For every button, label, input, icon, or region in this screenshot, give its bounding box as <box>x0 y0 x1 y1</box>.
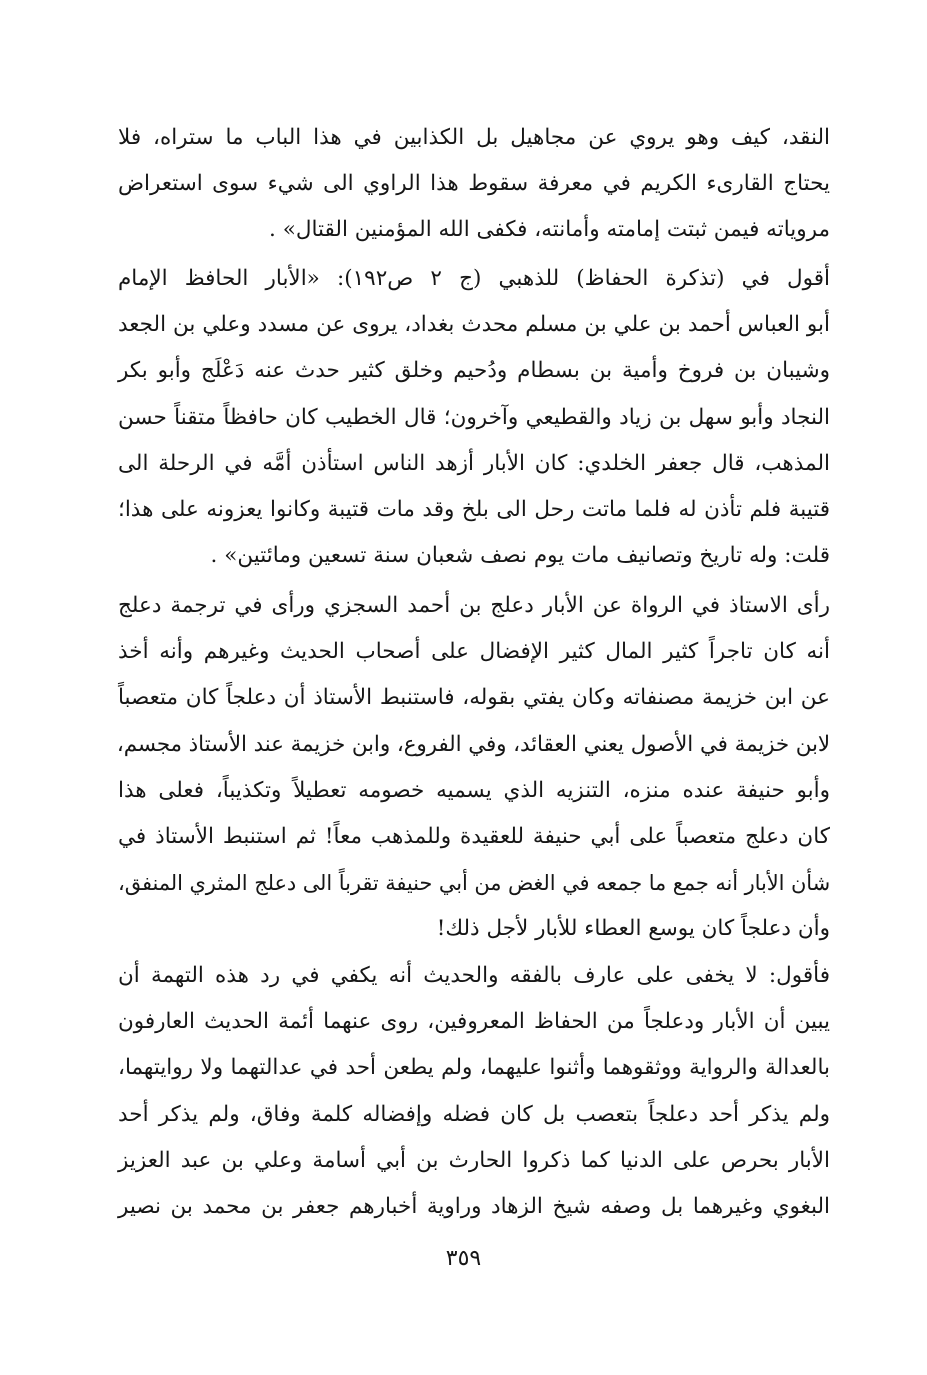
text-line: أنه كان تاجراً كثير المال كثير الإفضال على أصحاب الحديث وغيرهم وأنه أخذ <box>118 639 830 665</box>
text-line: لابن خزيمة في الأصول يعني العقائد، وفي الفروع، وابن خزيمة عند الأستاذ مجسم، <box>116 731 830 757</box>
text-line: النجاد وأبو سهل بن زياد والقطيعي وآخرون؛ قال الخطيب كان حافظاً متقناً حسن <box>118 404 830 430</box>
text-line: مروياته فيمن ثبتت إمامته وأمانته، فكفى الله المؤمنين القتال» . <box>269 217 830 243</box>
text-line: النقد، كيف وهو يروي عن مجاهيل بل الكذابين في هذا الباب ما ستراه، فلا <box>118 125 830 150</box>
text-line: أقول في (تذكرة الحفاظ) للذهبي (ج ٢ ص١٩٢): «الأبار الحافظ الإمام <box>118 266 830 291</box>
text-line: قلت: وله تاريخ وتصانيف مات يوم نصف شعبان سنة تسعين ومائتين» . <box>210 543 830 569</box>
text-line: البغوي وغيرهما بل وصفه شيخ الزهاد وراوية أخبارهم جعفر بن محمد بن نصير <box>118 1193 830 1219</box>
page-number: ٣٥٩ <box>445 1246 482 1271</box>
text-line: ولم يذكر أحد دعلجاً بتعصب بل كان فضله وإفضاله كلمة وفاق، ولم يذكر أحد <box>118 1101 830 1127</box>
text-line: قتيبة فلم تأذن له فلما ماتت رحل الى بلخ وقد مات قتيبة وكانوا يعزونه على هذا؛ <box>118 496 830 522</box>
text-line: الأبار بحرص على الدنيا كما ذكروا الحارث بن أبي أسامة وعلي بن عبد العزيز <box>118 1147 830 1173</box>
text-line: كان دعلج متعصباً على أبي حنيفة للعقيدة وللمذهب معاً! ثم استنبط الأستاذ في <box>118 823 830 849</box>
paragraph-1 <box>118 115 830 254</box>
text-line: وأن دعلجاً كان يوسع العطاء للأبار لأجل ذلك! <box>436 916 830 942</box>
text-line: بالعدالة والرواية ووثقوهما وأثنوا عليهما، ولم يطعن أحد في عدالتهما ولا روايتهما، <box>118 1055 830 1081</box>
text-line: شأن الأبار أنه جمع ما جمعه في الغض من أبي حنيفة تقرباً الى دعلج المثري المنفق، <box>118 871 830 896</box>
paragraph-4 <box>118 953 830 1230</box>
text-line: يبين أن الأبار ودعلجاً من الحفاظ المعروفين، روى عنهما أئمة الحديث العارفون <box>118 1009 830 1035</box>
text-line: أبو العباس أحمد بن علي بن مسلم محدث بغداد، يروى عن مسدد وعلي بن الجعد <box>118 312 830 338</box>
paragraph-3 <box>118 583 830 953</box>
text-line: وأبو حنيفة عنده منزه، التنزيه الذي يسميه خصومه تعطيلاً وتكذيباً، فعلى هذا <box>118 777 830 803</box>
text-line: رأى الاستاذ في الرواة عن الأبار دعلج بن أحمد السجزي ورأى في ترجمة دعلج <box>118 593 830 618</box>
text-line: فأقول: لا يخفى على عارف بالفقه والحديث أنه يكفي في رد هذه التهمة أن <box>118 963 830 988</box>
text-line: عن ابن خزيمة مصنفاته وكان يفتي بقوله، فاستنبط الأستاذ أن دعلجاً كان متعصباً <box>118 685 830 711</box>
text-line: وشيبان بن فروخ وأمية بن بسطام ودُحيم وخلق كثير حدث عنه دَعْلَج وأبو بكر <box>118 358 830 384</box>
text-line: المذهب، قال جعفر الخلدي: كان الأبار أزهد الناس استأذن أمَّه في الرحلة الى <box>118 450 830 476</box>
paragraph-2 <box>118 256 830 579</box>
text-line: يحتاج القارىء الكريم في معرفة سقوط هذا الراوي الى شيء سوى استعراض <box>118 171 830 197</box>
